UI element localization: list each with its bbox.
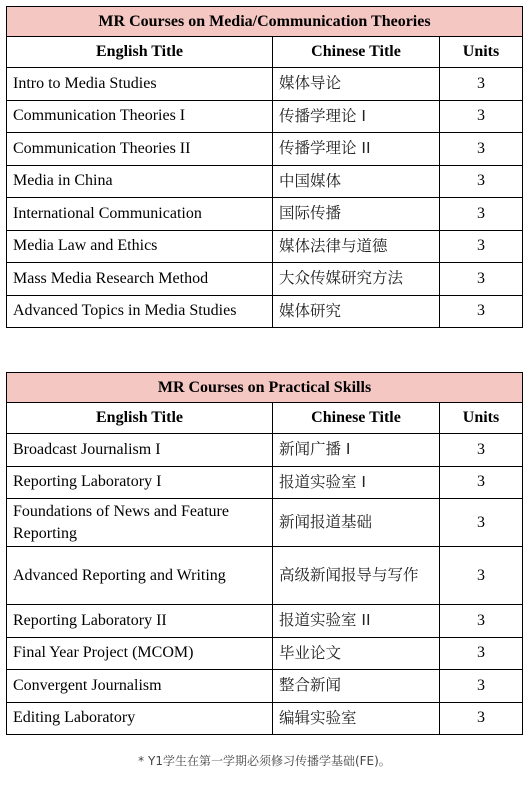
table-title: MR Courses on Practical Skills bbox=[7, 373, 523, 403]
units: 3 bbox=[440, 230, 523, 263]
chinese-title: 国际传播 bbox=[273, 198, 440, 231]
table-row bbox=[7, 466, 523, 499]
chinese-title: 报道实验室 II bbox=[273, 605, 440, 638]
english-title: Communication Theories I bbox=[7, 100, 273, 133]
units: 3 bbox=[440, 295, 523, 328]
english-title: Media in China bbox=[7, 165, 273, 198]
units: 3 bbox=[440, 263, 523, 296]
english-title: Intro to Media Studies bbox=[7, 68, 273, 101]
column-header-chinese-title: Chinese Title bbox=[273, 403, 440, 434]
english-title: Reporting Laboratory II bbox=[7, 605, 273, 638]
chinese-title: 中国媒体 bbox=[273, 165, 440, 198]
english-title: Editing Laboratory bbox=[7, 702, 273, 735]
units: 3 bbox=[440, 499, 523, 547]
english-title: International Communication bbox=[7, 198, 273, 231]
chinese-title: 传播学理论 II bbox=[273, 133, 440, 166]
units: 3 bbox=[440, 68, 523, 101]
column-header-english-title: English Title bbox=[7, 403, 273, 434]
chinese-title: 报道实验室 I bbox=[273, 466, 440, 499]
column-header-units: Units bbox=[440, 37, 523, 68]
units: 3 bbox=[440, 434, 523, 467]
units: 3 bbox=[440, 670, 523, 703]
units: 3 bbox=[440, 198, 523, 231]
table-row bbox=[7, 637, 523, 670]
table-row bbox=[7, 100, 523, 133]
chinese-title: 毕业论文 bbox=[273, 637, 440, 670]
table-row bbox=[7, 68, 523, 101]
chinese-title: 编辑实验室 bbox=[273, 702, 440, 735]
table-row bbox=[7, 547, 523, 605]
table-row bbox=[7, 499, 523, 547]
english-title: Media Law and Ethics bbox=[7, 230, 273, 263]
chinese-title: 媒体导论 bbox=[273, 68, 440, 101]
media-theories-table bbox=[6, 6, 523, 328]
chinese-title: 新闻报道基础 bbox=[273, 499, 440, 547]
chinese-title: 新闻广播 I bbox=[273, 434, 440, 467]
english-title: Advanced Reporting and Writing bbox=[7, 547, 273, 605]
english-title: Convergent Journalism bbox=[7, 670, 273, 703]
table-row bbox=[7, 198, 523, 231]
units: 3 bbox=[440, 547, 523, 605]
practical-skills-table bbox=[6, 372, 523, 735]
chinese-title: 高级新闻报导与写作 bbox=[273, 547, 440, 605]
english-title: Broadcast Journalism I bbox=[7, 434, 273, 467]
table-row bbox=[7, 295, 523, 328]
units: 3 bbox=[440, 466, 523, 499]
units: 3 bbox=[440, 702, 523, 735]
english-title: Advanced Topics in Media Studies bbox=[7, 295, 273, 328]
english-title: Final Year Project (MCOM) bbox=[7, 637, 273, 670]
table-row bbox=[7, 263, 523, 296]
column-header-units: Units bbox=[440, 403, 523, 434]
units: 3 bbox=[440, 100, 523, 133]
table-row bbox=[7, 702, 523, 735]
table-title: MR Courses on Media/Communication Theories bbox=[7, 7, 523, 37]
english-title: Foundations of News and Feature Reporting bbox=[7, 499, 273, 547]
units: 3 bbox=[440, 165, 523, 198]
table-row bbox=[7, 133, 523, 166]
column-header-chinese-title: Chinese Title bbox=[273, 37, 440, 68]
chinese-title: 整合新闻 bbox=[273, 670, 440, 703]
column-header-english-title: English Title bbox=[7, 37, 273, 68]
chinese-title: 大众传媒研究方法 bbox=[273, 263, 440, 296]
table-row bbox=[7, 434, 523, 467]
footnote: * Y1学生在第一学期必须修习传播学基础(FE)。 bbox=[138, 754, 391, 768]
chinese-title: 媒体研究 bbox=[273, 295, 440, 328]
chinese-title: 媒体法律与道德 bbox=[273, 230, 440, 263]
units: 3 bbox=[440, 637, 523, 670]
table-row bbox=[7, 165, 523, 198]
english-title: Communication Theories II bbox=[7, 133, 273, 166]
units: 3 bbox=[440, 605, 523, 638]
table-row bbox=[7, 670, 523, 703]
table-row bbox=[7, 605, 523, 638]
english-title: Reporting Laboratory I bbox=[7, 466, 273, 499]
chinese-title: 传播学理论 I bbox=[273, 100, 440, 133]
table-row bbox=[7, 230, 523, 263]
english-title: Mass Media Research Method bbox=[7, 263, 273, 296]
units: 3 bbox=[440, 133, 523, 166]
